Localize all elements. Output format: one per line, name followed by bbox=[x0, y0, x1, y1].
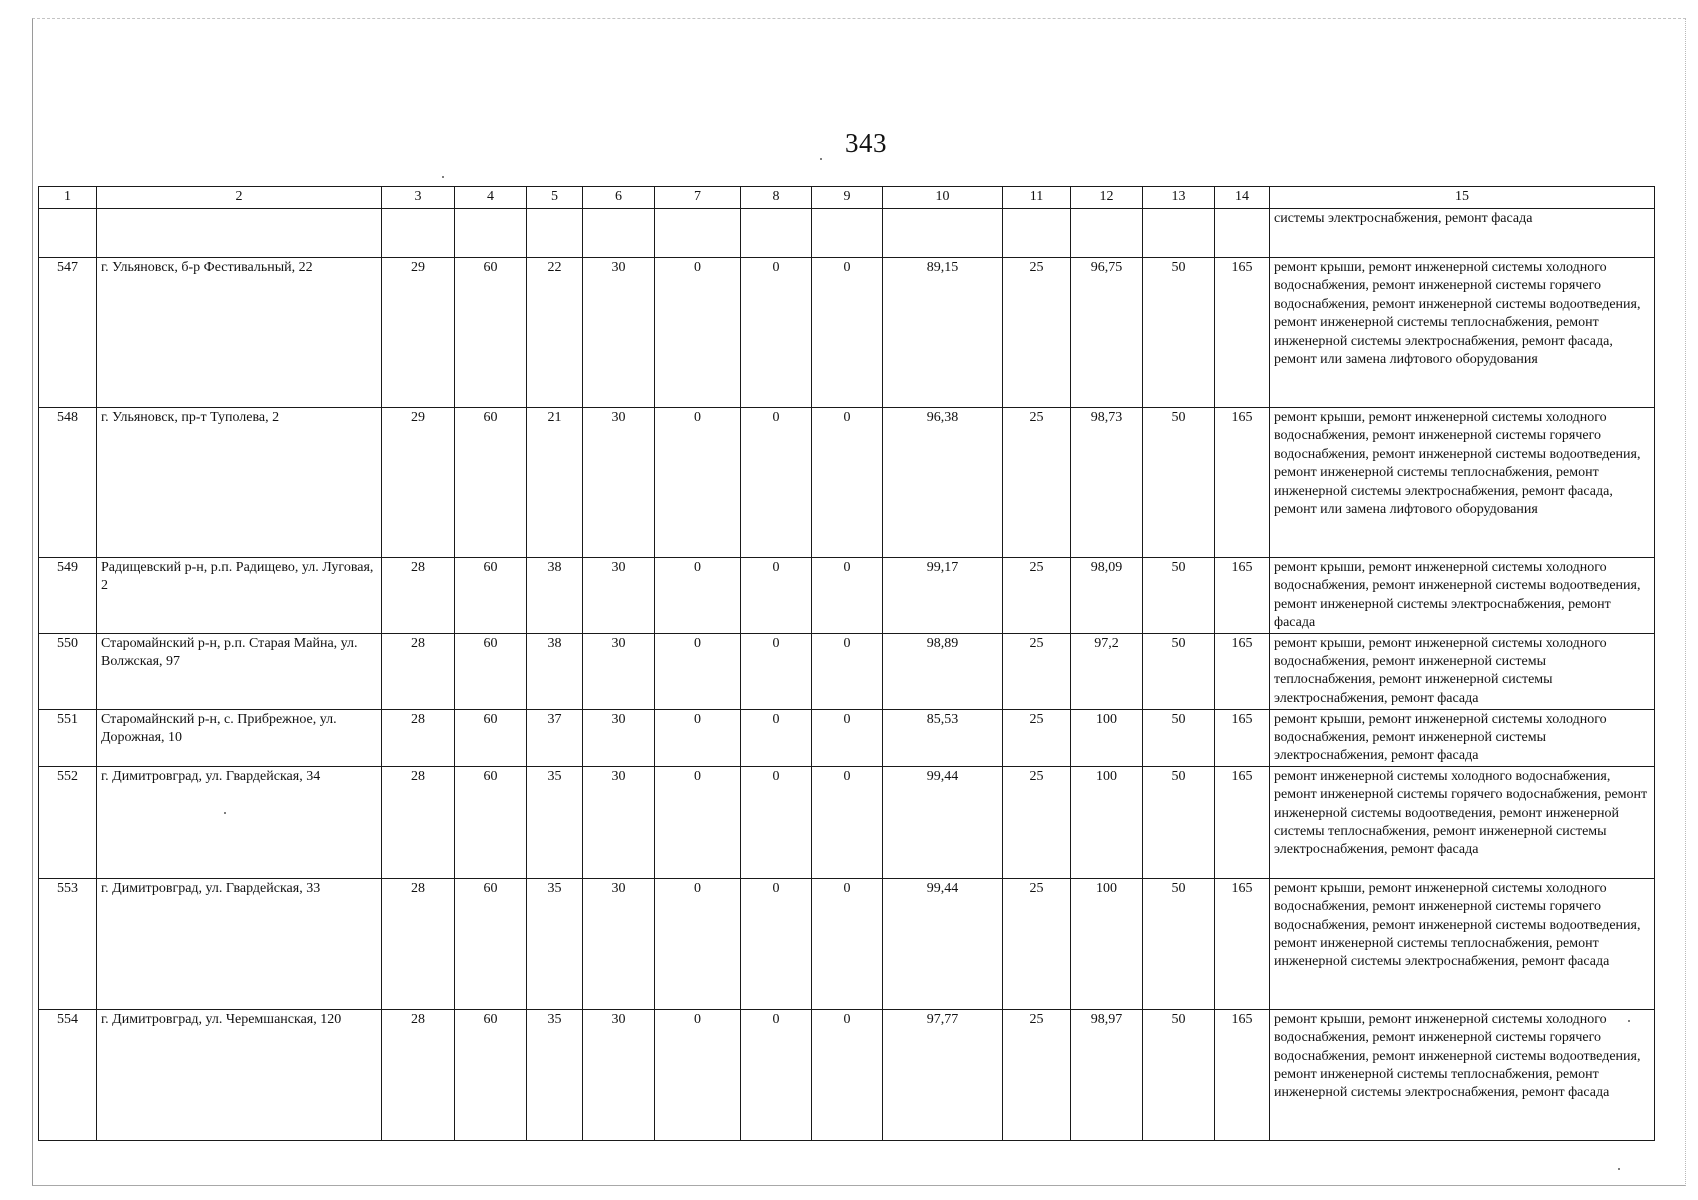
value-cell: 96,38 bbox=[883, 408, 1003, 558]
value-cell: 28 bbox=[382, 1009, 455, 1140]
works-cell: ремонт крыши, ремонт инженерной системы холодного водоснабжения, ремонт инженерной системы электроснабжения, ремонт фасада bbox=[1270, 709, 1655, 766]
table-cell bbox=[583, 209, 655, 258]
value-cell: 35 bbox=[527, 766, 583, 878]
value-cell: 30 bbox=[583, 709, 655, 766]
address-cell: г. Димитровград, ул. Гвардейская, 34 bbox=[97, 766, 382, 878]
column-header: 6 bbox=[583, 187, 655, 209]
column-header: 11 bbox=[1003, 187, 1071, 209]
value-cell: 30 bbox=[583, 1009, 655, 1140]
column-header: 8 bbox=[741, 187, 812, 209]
value-cell: 0 bbox=[655, 408, 741, 558]
value-cell: 0 bbox=[741, 709, 812, 766]
value-cell: 165 bbox=[1215, 258, 1270, 408]
value-cell: 60 bbox=[455, 878, 527, 1009]
value-cell: 60 bbox=[455, 1009, 527, 1140]
value-cell: 85,53 bbox=[883, 709, 1003, 766]
value-cell: 0 bbox=[741, 408, 812, 558]
row-number: 553 bbox=[39, 878, 97, 1009]
value-cell: 0 bbox=[655, 878, 741, 1009]
value-cell: 50 bbox=[1143, 878, 1215, 1009]
table-row bbox=[39, 633, 1655, 709]
value-cell: 25 bbox=[1003, 766, 1071, 878]
column-header: 2 bbox=[97, 187, 382, 209]
value-cell: 60 bbox=[455, 709, 527, 766]
value-cell: 30 bbox=[583, 766, 655, 878]
value-cell: 0 bbox=[741, 633, 812, 709]
value-cell: 0 bbox=[655, 558, 741, 634]
scan-speck bbox=[442, 176, 444, 178]
table-row bbox=[39, 1009, 1655, 1140]
value-cell: 0 bbox=[741, 558, 812, 634]
value-cell: 28 bbox=[382, 633, 455, 709]
value-cell: 98,09 bbox=[1071, 558, 1143, 634]
value-cell: 97,77 bbox=[883, 1009, 1003, 1140]
value-cell: 28 bbox=[382, 709, 455, 766]
value-cell: 0 bbox=[812, 709, 883, 766]
table-row bbox=[39, 766, 1655, 878]
value-cell: 165 bbox=[1215, 633, 1270, 709]
value-cell: 97,2 bbox=[1071, 633, 1143, 709]
column-header: 14 bbox=[1215, 187, 1270, 209]
value-cell: 96,75 bbox=[1071, 258, 1143, 408]
row-number: 549 bbox=[39, 558, 97, 634]
value-cell: 22 bbox=[527, 258, 583, 408]
works-cell: ремонт крыши, ремонт инженерной системы холодного водоснабжения, ремонт инженерной системы горячего водоснабжения, ремонт инженерной системы водоотведения, ремонт инженерной системы теплоснабжения, ремонт инженерной системы электроснабжения, ремонт фасада bbox=[1270, 1009, 1655, 1140]
value-cell: 0 bbox=[655, 1009, 741, 1140]
value-cell: 25 bbox=[1003, 408, 1071, 558]
column-header: 3 bbox=[382, 187, 455, 209]
table-cell bbox=[655, 209, 741, 258]
value-cell: 60 bbox=[455, 258, 527, 408]
value-cell: 0 bbox=[741, 1009, 812, 1140]
table-row bbox=[39, 408, 1655, 558]
value-cell: 0 bbox=[655, 709, 741, 766]
value-cell: 21 bbox=[527, 408, 583, 558]
table-cell bbox=[812, 209, 883, 258]
value-cell: 30 bbox=[583, 258, 655, 408]
works-cell: ремонт крыши, ремонт инженерной системы холодного водоснабжения, ремонт инженерной системы горячего водоснабжения, ремонт инженерной системы водоотведения, ремонт инженерной системы теплоснабжения, ремонт инженерной системы электроснабжения, ремонт фасада, ремонт или замена лифтового оборудования bbox=[1270, 258, 1655, 408]
value-cell: 0 bbox=[655, 633, 741, 709]
value-cell: 25 bbox=[1003, 709, 1071, 766]
address-cell: г. Димитровград, ул. Гвардейская, 33 bbox=[97, 878, 382, 1009]
scan-speck bbox=[820, 158, 822, 160]
value-cell: 60 bbox=[455, 766, 527, 878]
value-cell: 25 bbox=[1003, 258, 1071, 408]
value-cell: 99,44 bbox=[883, 878, 1003, 1009]
value-cell: 0 bbox=[812, 1009, 883, 1140]
value-cell: 0 bbox=[741, 766, 812, 878]
value-cell: 30 bbox=[583, 408, 655, 558]
row-number: 548 bbox=[39, 408, 97, 558]
value-cell: 0 bbox=[812, 766, 883, 878]
value-cell: 99,17 bbox=[883, 558, 1003, 634]
value-cell: 99,44 bbox=[883, 766, 1003, 878]
works-cell: ремонт крыши, ремонт инженерной системы холодного водоснабжения, ремонт инженерной системы водоотведения, ремонт инженерной системы электроснабжения, ремонт фасада bbox=[1270, 558, 1655, 634]
value-cell: 50 bbox=[1143, 558, 1215, 634]
value-cell: 100 bbox=[1071, 878, 1143, 1009]
table-cell bbox=[527, 209, 583, 258]
column-header: 9 bbox=[812, 187, 883, 209]
address-cell: г. Ульяновск, б-р Фестивальный, 22 bbox=[97, 258, 382, 408]
table-cell bbox=[883, 209, 1003, 258]
table-cell bbox=[39, 209, 97, 258]
value-cell: 0 bbox=[812, 558, 883, 634]
value-cell: 60 bbox=[455, 408, 527, 558]
column-header: 15 bbox=[1270, 187, 1655, 209]
column-header: 12 bbox=[1071, 187, 1143, 209]
works-cell: ремонт крыши, ремонт инженерной системы холодного водоснабжения, ремонт инженерной системы теплоснабжения, ремонт инженерной системы электроснабжения, ремонт фасада bbox=[1270, 633, 1655, 709]
value-cell: 60 bbox=[455, 633, 527, 709]
table-cell bbox=[1071, 209, 1143, 258]
value-cell: 25 bbox=[1003, 558, 1071, 634]
row-number: 550 bbox=[39, 633, 97, 709]
scan-speck bbox=[1618, 1168, 1620, 1170]
value-cell: 35 bbox=[527, 1009, 583, 1140]
value-cell: 0 bbox=[741, 258, 812, 408]
value-cell: 35 bbox=[527, 878, 583, 1009]
works-cell: ремонт крыши, ремонт инженерной системы холодного водоснабжения, ремонт инженерной системы горячего водоснабжения, ремонт инженерной системы водоотведения, ремонт инженерной системы теплоснабжения, ремонт инженерной системы электроснабжения, ремонт фасада bbox=[1270, 878, 1655, 1009]
value-cell: 50 bbox=[1143, 709, 1215, 766]
value-cell: 50 bbox=[1143, 258, 1215, 408]
row-number: 554 bbox=[39, 1009, 97, 1140]
value-cell: 29 bbox=[382, 258, 455, 408]
column-header: 13 bbox=[1143, 187, 1215, 209]
value-cell: 38 bbox=[527, 558, 583, 634]
value-cell: 0 bbox=[655, 766, 741, 878]
value-cell: 0 bbox=[655, 258, 741, 408]
value-cell: 50 bbox=[1143, 766, 1215, 878]
value-cell: 0 bbox=[812, 878, 883, 1009]
value-cell: 50 bbox=[1143, 408, 1215, 558]
table-cell bbox=[97, 209, 382, 258]
value-cell: 100 bbox=[1071, 766, 1143, 878]
column-header: 10 bbox=[883, 187, 1003, 209]
value-cell: 98,89 bbox=[883, 633, 1003, 709]
column-header: 5 bbox=[527, 187, 583, 209]
value-cell: 25 bbox=[1003, 878, 1071, 1009]
address-cell: г. Димитровград, ул. Черемшанская, 120 bbox=[97, 1009, 382, 1140]
value-cell: 25 bbox=[1003, 633, 1071, 709]
value-cell: 165 bbox=[1215, 408, 1270, 558]
column-header: 7 bbox=[655, 187, 741, 209]
value-cell: 25 bbox=[1003, 1009, 1071, 1140]
value-cell: 98,97 bbox=[1071, 1009, 1143, 1140]
value-cell: 165 bbox=[1215, 878, 1270, 1009]
table-cell bbox=[1215, 209, 1270, 258]
table-cell bbox=[1143, 209, 1215, 258]
table-cell bbox=[382, 209, 455, 258]
works-cell: системы электроснабжения, ремонт фасада bbox=[1270, 209, 1655, 258]
value-cell: 98,73 bbox=[1071, 408, 1143, 558]
value-cell: 37 bbox=[527, 709, 583, 766]
address-cell: г. Ульяновск, пр-т Туполева, 2 bbox=[97, 408, 382, 558]
value-cell: 0 bbox=[812, 633, 883, 709]
works-cell: ремонт инженерной системы холодного водоснабжения, ремонт инженерной системы горячего водоснабжения, ремонт инженерной системы водоотведения, ремонт инженерной системы теплоснабжения, ремонт инженерной системы электроснабжения, ремонт фасада bbox=[1270, 766, 1655, 878]
column-header: 1 bbox=[39, 187, 97, 209]
address-cell: Радищевский р-н, р.п. Радищево, ул. Луговая, 2 bbox=[97, 558, 382, 634]
register-table bbox=[38, 186, 1655, 1141]
value-cell: 165 bbox=[1215, 558, 1270, 634]
works-cell: ремонт крыши, ремонт инженерной системы холодного водоснабжения, ремонт инженерной системы горячего водоснабжения, ремонт инженерной системы водоотведения, ремонт инженерной системы теплоснабжения, ремонт инженерной системы электроснабжения, ремонт фасада, ремонт или замена лифтового оборудования bbox=[1270, 408, 1655, 558]
value-cell: 28 bbox=[382, 878, 455, 1009]
value-cell: 50 bbox=[1143, 633, 1215, 709]
value-cell: 165 bbox=[1215, 766, 1270, 878]
value-cell: 0 bbox=[812, 408, 883, 558]
row-number: 547 bbox=[39, 258, 97, 408]
column-header: 4 bbox=[455, 187, 527, 209]
row-number: 551 bbox=[39, 709, 97, 766]
value-cell: 89,15 bbox=[883, 258, 1003, 408]
value-cell: 100 bbox=[1071, 709, 1143, 766]
value-cell: 60 bbox=[455, 558, 527, 634]
column-number-row bbox=[39, 187, 1655, 209]
value-cell: 0 bbox=[741, 878, 812, 1009]
value-cell: 28 bbox=[382, 766, 455, 878]
value-cell: 165 bbox=[1215, 709, 1270, 766]
value-cell: 0 bbox=[812, 258, 883, 408]
value-cell: 50 bbox=[1143, 1009, 1215, 1140]
page-number: 343 bbox=[845, 128, 887, 158]
row-number: 552 bbox=[39, 766, 97, 878]
table-cell bbox=[1003, 209, 1071, 258]
value-cell: 30 bbox=[583, 878, 655, 1009]
address-cell: Старомайнский р-н, р.п. Старая Майна, ул. Волжская, 97 bbox=[97, 633, 382, 709]
table-row bbox=[39, 709, 1655, 766]
table-cell bbox=[455, 209, 527, 258]
value-cell: 28 bbox=[382, 558, 455, 634]
table-row bbox=[39, 878, 1655, 1009]
address-cell: Старомайнский р-н, с. Прибрежное, ул. Дорожная, 10 bbox=[97, 709, 382, 766]
table-cell bbox=[741, 209, 812, 258]
table-row bbox=[39, 258, 1655, 408]
value-cell: 38 bbox=[527, 633, 583, 709]
value-cell: 29 bbox=[382, 408, 455, 558]
value-cell: 30 bbox=[583, 633, 655, 709]
value-cell: 30 bbox=[583, 558, 655, 634]
continuation-row bbox=[39, 209, 1655, 258]
table-row bbox=[39, 558, 1655, 634]
value-cell: 165 bbox=[1215, 1009, 1270, 1140]
